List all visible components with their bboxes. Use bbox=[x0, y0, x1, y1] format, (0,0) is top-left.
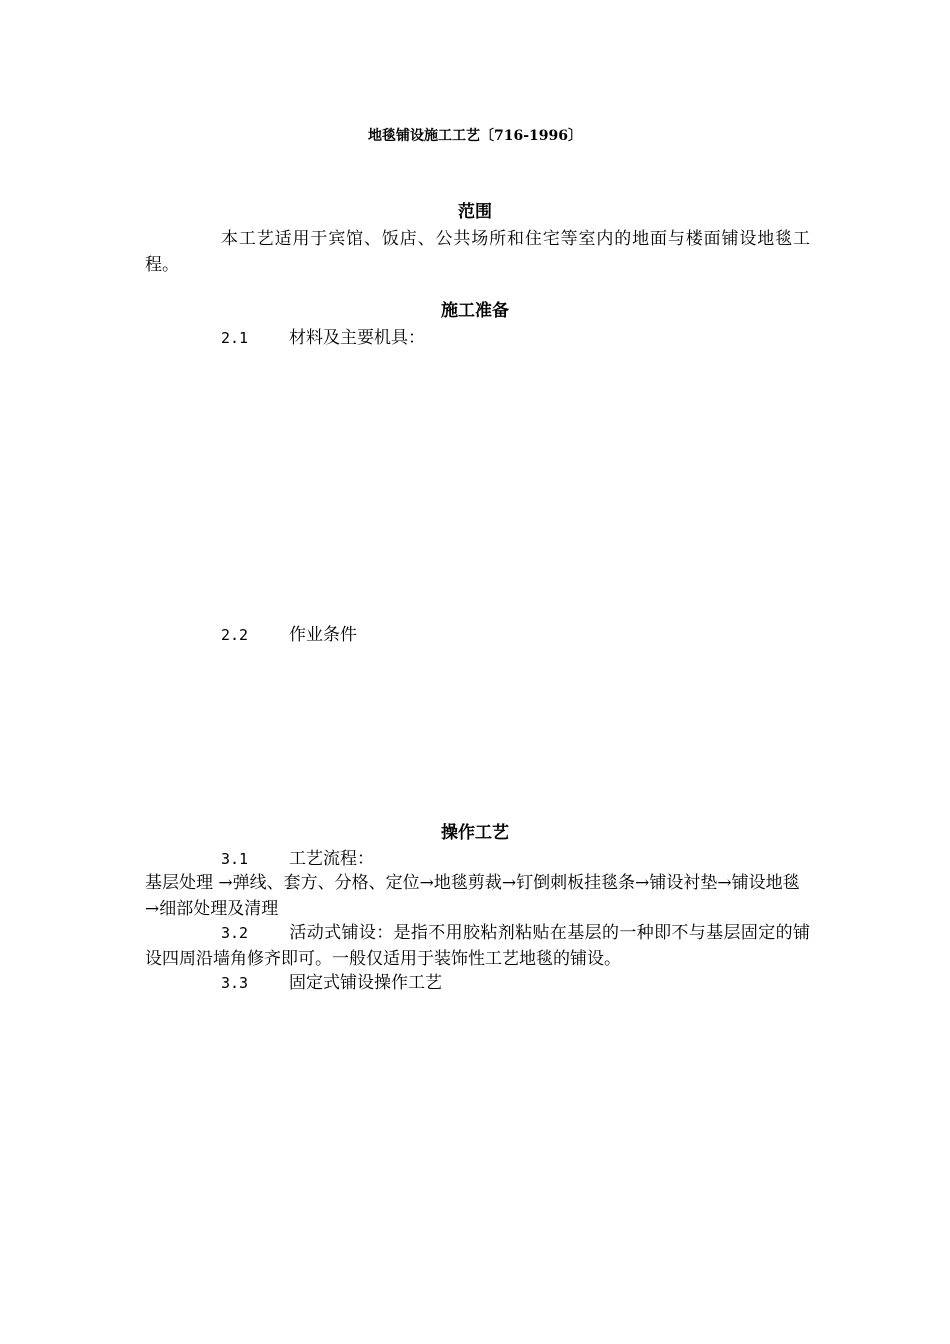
document-title: 地毯铺设施工工艺〔716-1996〕 bbox=[368, 128, 582, 144]
item-3-2-number: 3.2 bbox=[221, 924, 249, 942]
item-3-2-text: 活动式铺设：是指不用胶粘剂粘贴在基层的一种即不与基层固定的铺设四周沿墙角修齐即可。一般仅适用于装饰性工艺地毯的铺设。 bbox=[145, 923, 810, 969]
item-2-1-text: 材料及主要机具： bbox=[289, 328, 425, 348]
section-heading-preparation: 施工准备 bbox=[441, 301, 509, 321]
item-2-1-number: 2.1 bbox=[221, 329, 249, 347]
item-3-3-number: 3.3 bbox=[221, 974, 249, 992]
item-2-2-number: 2.2 bbox=[221, 626, 249, 644]
process-flow: 基层处理 →弹线、套方、分格、定位→地毯剪裁→钉倒刺板挂毯条→铺设衬垫→铺设地毯→细部处理及清理 bbox=[145, 873, 800, 919]
item-3-3 bbox=[221, 972, 442, 994]
scope-paragraph: 本工艺适用于宾馆、饭店、公共场所和住宅等室内的地面与楼面铺设地毯工程。 bbox=[145, 229, 810, 275]
item-2-2 bbox=[221, 624, 357, 646]
item-3-2 bbox=[145, 920, 810, 972]
item-2-1 bbox=[221, 327, 425, 349]
item-3-1-number: 3.1 bbox=[221, 850, 249, 868]
section-heading-scope: 范围 bbox=[458, 202, 492, 222]
section-heading-operation: 操作工艺 bbox=[441, 823, 509, 843]
item-2-2-text: 作业条件 bbox=[289, 625, 357, 645]
item-3-3-text: 固定式铺设操作工艺 bbox=[289, 973, 442, 993]
item-3-1 bbox=[221, 848, 374, 870]
item-3-1-text: 工艺流程： bbox=[289, 849, 374, 869]
